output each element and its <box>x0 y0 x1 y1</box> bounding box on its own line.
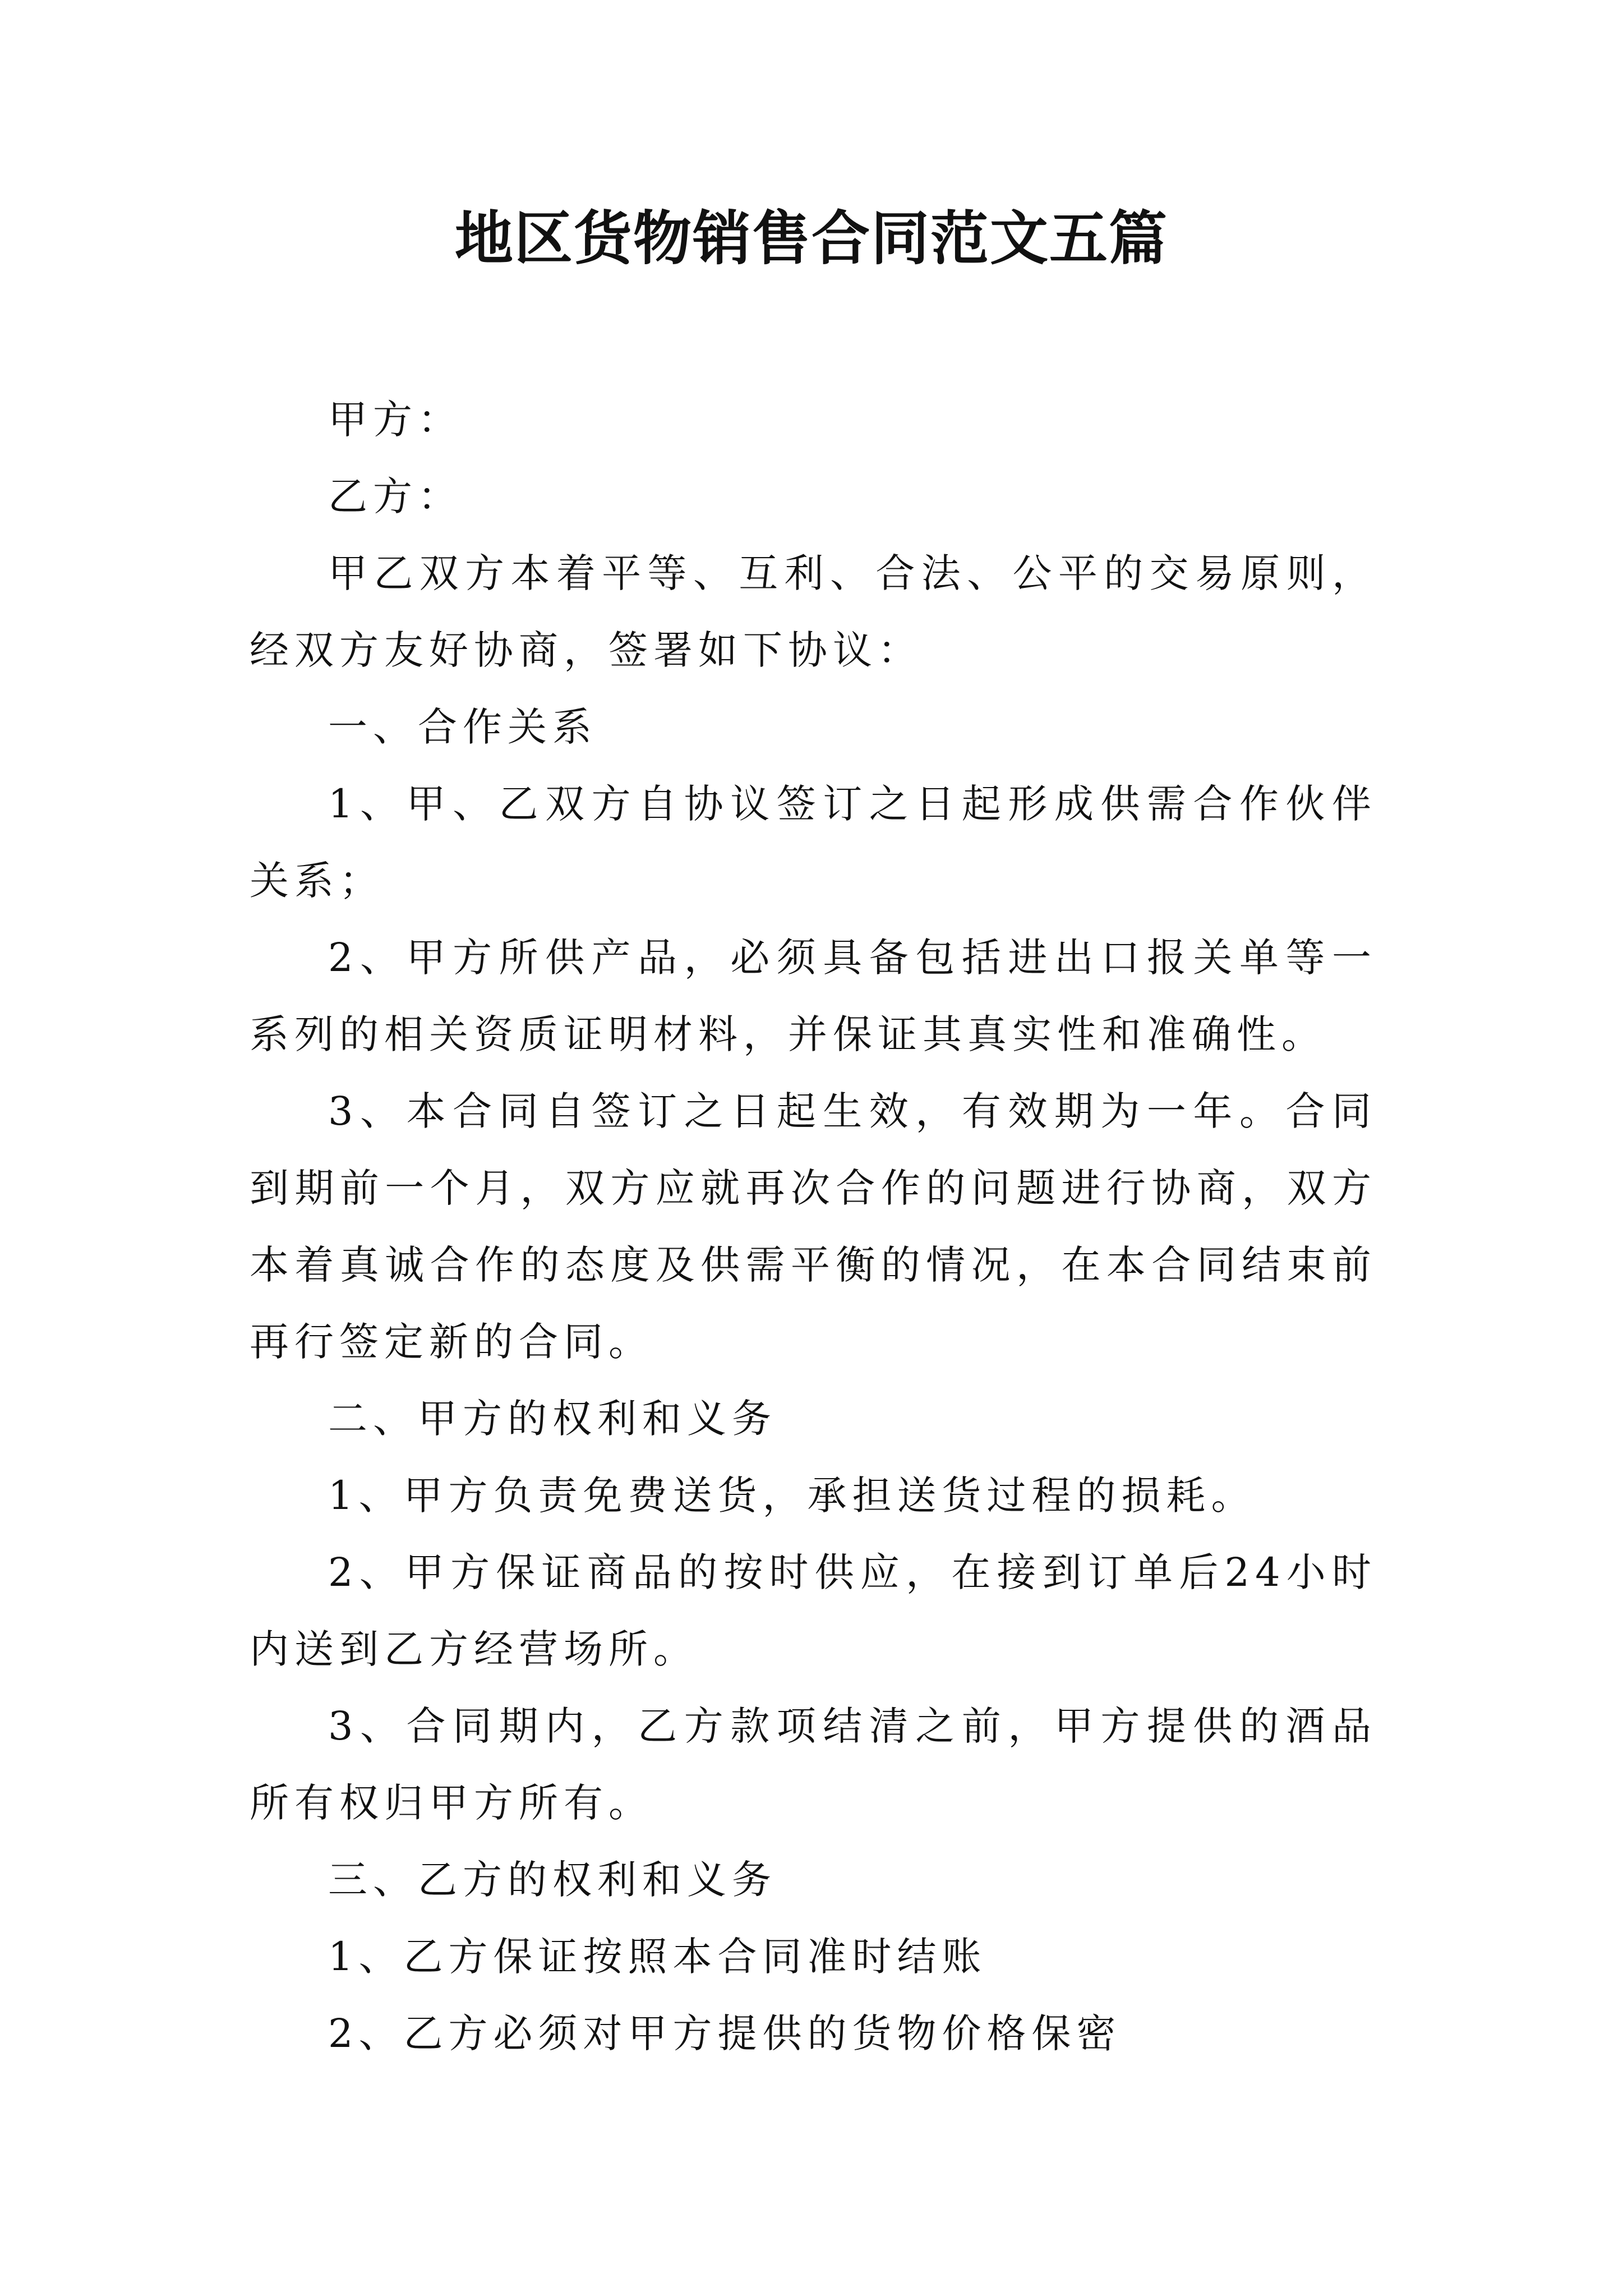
clause-paragraph: 3、合同期内，乙方款项结清之前，甲方提供的酒品所有权归甲方所有。 <box>250 1703 1377 1826</box>
clause-paragraph: 2、甲方保证商品的按时供应，在接到订单后24小时内送到乙方经营场所。 <box>250 1549 1377 1672</box>
document-title: 地区货物销售合同范文五篇 <box>454 204 1168 273</box>
clause-paragraph: 2、乙方必须对甲方提供的货物价格保密 <box>328 2010 1122 2056</box>
clause-paragraph: 1、甲、乙双方自协议签订之日起形成供需合作伙伴关系； <box>250 781 1377 904</box>
clause-paragraph: 1、甲方负责免费送货，承担送货过程的损耗。 <box>328 1473 1256 1519</box>
clause-paragraph: 1、乙方保证按照本合同准时结账 <box>328 1934 987 1980</box>
clause-paragraph: 3、本合同自签订之日起生效，有效期为一年。合同到期前一个月，双方应就再次合作的问题进行协商，双方本着真诚合作的态度及供需平衡的情况，在本合同结束前再行签定新的合同。 <box>250 1088 1377 1365</box>
section-heading-cooperation: 一、合作关系 <box>328 704 597 750</box>
party-a-line: 甲方： <box>328 397 463 443</box>
preamble-paragraph: 甲乙双方本着平等、互利、合法、公平的交易原则，经双方友好协商，签署如下协议： <box>250 550 1377 673</box>
clause-paragraph: 2、甲方所供产品，必须具备包括进出口报关单等一系列的相关资质证明材料，并保证其真实性和准确性。 <box>250 935 1377 1057</box>
section-heading-party-a: 二、甲方的权利和义务 <box>328 1396 777 1442</box>
document-body <box>250 381 1377 2072</box>
party-b-line: 乙方： <box>328 473 463 519</box>
section-heading-party-b: 三、乙方的权利和义务 <box>328 1857 777 1903</box>
